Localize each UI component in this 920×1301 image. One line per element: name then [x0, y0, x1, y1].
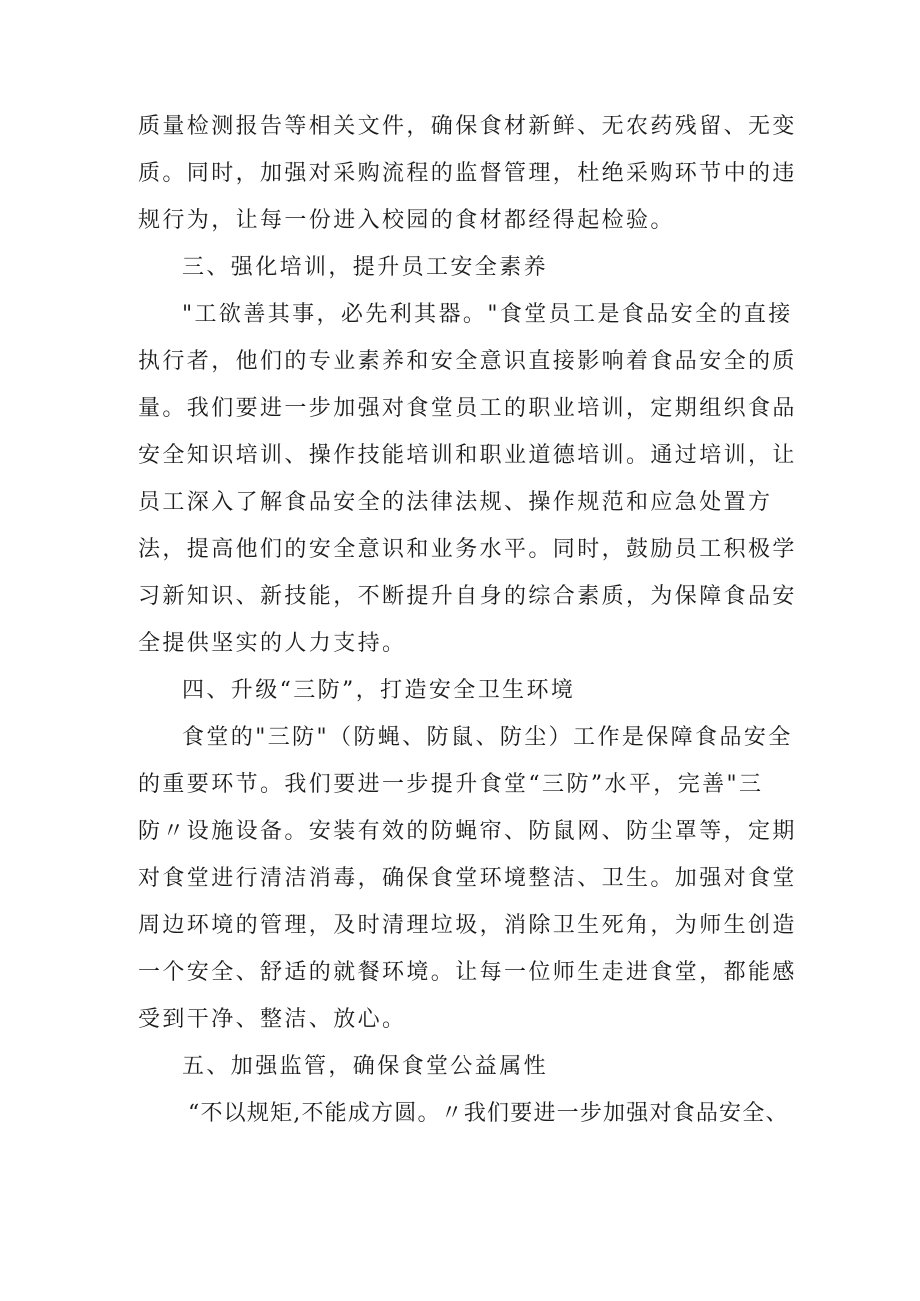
paragraph-line: 食堂的"三防"（防蝇、防鼠、防尘）工作是保障食品安全: [182, 725, 793, 750]
paragraph-line: “不以规矩,不能成方圆。〃我们要进一步加强对食品安全、: [188, 1101, 789, 1126]
paragraph-line: 习新知识、新技能，不断提升自身的综合素质，为保障食品安: [138, 584, 797, 609]
paragraph-line: 法，提高他们的安全意识和业务水平。同时，鼓励员工积极学: [138, 537, 797, 562]
paragraph-line: 周边环境的管理，及时清理垃圾，消除卫生死角，为师生创造: [138, 913, 797, 938]
paragraph-line: 质。同时，加强对采购流程的监督管理，杜绝采购环节中的违: [138, 161, 797, 186]
paragraph-line: 防〃设施设备。安装有效的防蝇帘、防鼠网、防尘罩等，定期: [138, 819, 797, 844]
paragraph-line: 受到干净、整洁、放心。: [138, 1007, 407, 1032]
paragraph-line: 员工深入了解食品安全的法律法规、操作规范和应急处置方: [138, 490, 773, 515]
paragraph-line: 的重要环节。我们要进一步提升食堂“三防”水平，完善"三: [138, 772, 764, 797]
paragraph-line: 质量检测报告等相关文件，确保食材新鲜、无农药残留、无变: [138, 114, 797, 139]
section-heading: 四、升级“三防”，打造安全卫生环境: [182, 678, 576, 703]
paragraph-line: 量。我们要进一步加强对食堂员工的职业培训，定期组织食品: [138, 396, 797, 421]
section-heading: 五、加强监管，确保食堂公益属性: [182, 1054, 549, 1079]
paragraph-line: 对食堂进行清洁消毒，确保食堂环境整洁、卫生。加强对食堂: [138, 866, 797, 891]
paragraph-line: 执行者，他们的专业素养和安全意识直接影响着食品安全的质: [138, 349, 797, 374]
paragraph-line: 一个安全、舒适的就餐环境。让每一位师生走进食堂，都能感: [138, 960, 797, 985]
paragraph-line: 规行为，让每一份进入校园的食材都经得起检验。: [138, 208, 675, 233]
section-heading: 三、强化培训，提升员工安全素养: [182, 255, 549, 280]
paragraph-line: "工欲善其事，必先利其器。"食堂员工是食品安全的直接: [182, 302, 793, 327]
paragraph-line: 全提供坚实的人力支持。: [138, 631, 407, 656]
paragraph-line: 安全知识培训、操作技能培训和职业道德培训。通过培训，让: [138, 443, 797, 468]
